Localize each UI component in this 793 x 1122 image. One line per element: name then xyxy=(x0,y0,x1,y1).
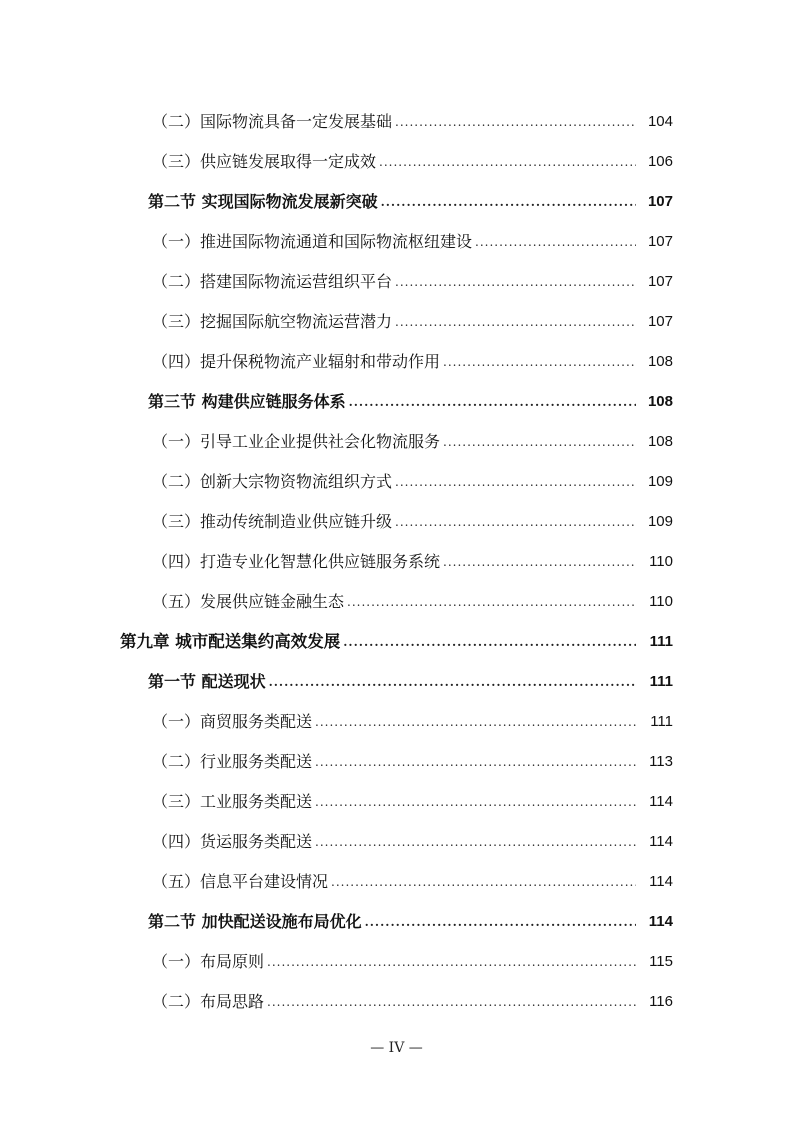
toc-entry-page: 111 xyxy=(649,633,673,650)
toc-entry-page: 115 xyxy=(649,953,673,970)
toc-entry[interactable] xyxy=(0,742,793,782)
toc-entry-page: 111 xyxy=(650,713,673,730)
toc-entry-title: （二）创新大宗物资物流组织方式 xyxy=(152,472,393,491)
toc-entry[interactable] xyxy=(0,782,793,822)
toc-dot-leader xyxy=(395,102,636,142)
toc-entry-title: （二）国际物流具备一定发展基础 xyxy=(152,112,393,131)
toc-dot-leader xyxy=(395,462,636,502)
toc-entry-title: （五）发展供应链金融生态 xyxy=(152,592,345,611)
toc-entry-page: 110 xyxy=(649,553,673,570)
toc-dot-leader xyxy=(475,222,636,262)
page-number-footer: — IV — xyxy=(370,1040,423,1056)
toc-chapter-entry[interactable] xyxy=(0,622,793,662)
toc-entry[interactable] xyxy=(0,142,793,182)
toc-dot-leader xyxy=(267,942,636,982)
toc-entry[interactable] xyxy=(0,502,793,542)
toc-entry[interactable] xyxy=(0,582,793,622)
toc-entry-title: （四）货运服务类配送 xyxy=(152,832,313,851)
toc-dot-leader xyxy=(443,542,636,582)
toc-entry-title: （二）布局思路 xyxy=(152,992,265,1011)
toc-entry-page: 108 xyxy=(647,353,673,370)
toc-dot-leader xyxy=(331,862,636,902)
toc-dot-leader xyxy=(315,702,636,742)
toc-dot-leader xyxy=(343,622,636,662)
toc-entry-title: （四）提升保税物流产业辐射和带动作用 xyxy=(152,352,441,371)
toc-entry[interactable] xyxy=(0,462,793,502)
toc-entry-title: （一）商贸服务类配送 xyxy=(152,712,313,731)
toc-entry[interactable] xyxy=(0,222,793,262)
toc-entry[interactable] xyxy=(0,862,793,902)
toc-entry[interactable] xyxy=(0,302,793,342)
toc-entry-page: 106 xyxy=(647,153,673,170)
toc-entry-title: （三）供应链发展取得一定成效 xyxy=(152,152,377,171)
toc-entry-page: 108 xyxy=(647,393,673,410)
toc-entry[interactable] xyxy=(0,942,793,982)
toc-dot-leader xyxy=(381,182,636,222)
toc-entry-title: 第二节 实现国际物流发展新突破 xyxy=(148,192,378,211)
toc-entry-title: 第二节 加快配送设施布局优化 xyxy=(148,912,362,931)
toc-dot-leader xyxy=(443,422,636,462)
toc-entry-title: （一）布局原则 xyxy=(152,952,265,971)
toc-dot-leader xyxy=(443,342,636,382)
toc-entry-page: 114 xyxy=(648,913,673,930)
toc-entry-page: 108 xyxy=(647,433,673,450)
toc-entry-page: 113 xyxy=(649,753,673,770)
toc-entry-page: 114 xyxy=(649,793,673,810)
toc-entry-page: 107 xyxy=(647,273,673,290)
toc-entry-title: 第三节 构建供应链服务体系 xyxy=(148,392,346,411)
toc-entry-page: 114 xyxy=(649,873,673,890)
toc-entry-title: （二）搭建国际物流运营组织平台 xyxy=(152,272,393,291)
table-of-contents xyxy=(0,102,793,1022)
toc-entry-page: 109 xyxy=(647,473,673,490)
toc-entry-title: （三）挖掘国际航空物流运营潜力 xyxy=(152,312,393,331)
toc-dot-leader xyxy=(315,782,636,822)
toc-dot-leader xyxy=(315,822,636,862)
toc-dot-leader xyxy=(395,302,636,342)
toc-entry-page: 110 xyxy=(649,593,673,610)
toc-entry-title: （五）信息平台建设情况 xyxy=(152,872,329,891)
toc-entry-title: （一）引导工业企业提供社会化物流服务 xyxy=(152,432,441,451)
toc-dot-leader xyxy=(347,582,636,622)
toc-entry[interactable] xyxy=(0,262,793,302)
toc-dot-leader xyxy=(349,382,636,422)
toc-entry-title: （三）推动传统制造业供应链升级 xyxy=(152,512,393,531)
toc-dot-leader xyxy=(365,902,636,942)
toc-entry[interactable] xyxy=(0,422,793,462)
toc-entry[interactable] xyxy=(0,982,793,1022)
toc-entry[interactable] xyxy=(0,822,793,862)
toc-entry[interactable] xyxy=(0,542,793,582)
toc-entry-page: 107 xyxy=(647,193,673,210)
toc-entry-title: （三）工业服务类配送 xyxy=(152,792,313,811)
toc-entry-title: （四）打造专业化智慧化供应链服务系统 xyxy=(152,552,441,571)
toc-entry-page: 109 xyxy=(647,513,673,530)
toc-section-entry[interactable] xyxy=(0,382,793,422)
toc-entry[interactable] xyxy=(0,102,793,142)
toc-entry[interactable] xyxy=(0,702,793,742)
toc-dot-leader xyxy=(379,142,636,182)
toc-entry-page: 114 xyxy=(649,833,673,850)
toc-entry-title: 第一节 配送现状 xyxy=(148,672,266,691)
toc-entry-title: （一）推进国际物流通道和国际物流枢纽建设 xyxy=(152,232,473,251)
toc-entry-page: 104 xyxy=(647,113,673,130)
toc-entry-page: 111 xyxy=(649,673,673,690)
toc-entry-page: 116 xyxy=(649,993,673,1010)
toc-entry-title: （二）行业服务类配送 xyxy=(152,752,313,771)
toc-entry-title: 第九章 城市配送集约高效发展 xyxy=(120,632,341,651)
toc-dot-leader xyxy=(269,662,636,702)
toc-dot-leader xyxy=(395,262,636,302)
toc-dot-leader xyxy=(267,982,636,1022)
toc-entry-page: 107 xyxy=(647,233,673,250)
toc-entry-page: 107 xyxy=(647,313,673,330)
toc-dot-leader xyxy=(315,742,636,782)
toc-section-entry[interactable] xyxy=(0,662,793,702)
toc-section-entry[interactable] xyxy=(0,182,793,222)
toc-dot-leader xyxy=(395,502,636,542)
toc-section-entry[interactable] xyxy=(0,902,793,942)
toc-entry[interactable] xyxy=(0,342,793,382)
